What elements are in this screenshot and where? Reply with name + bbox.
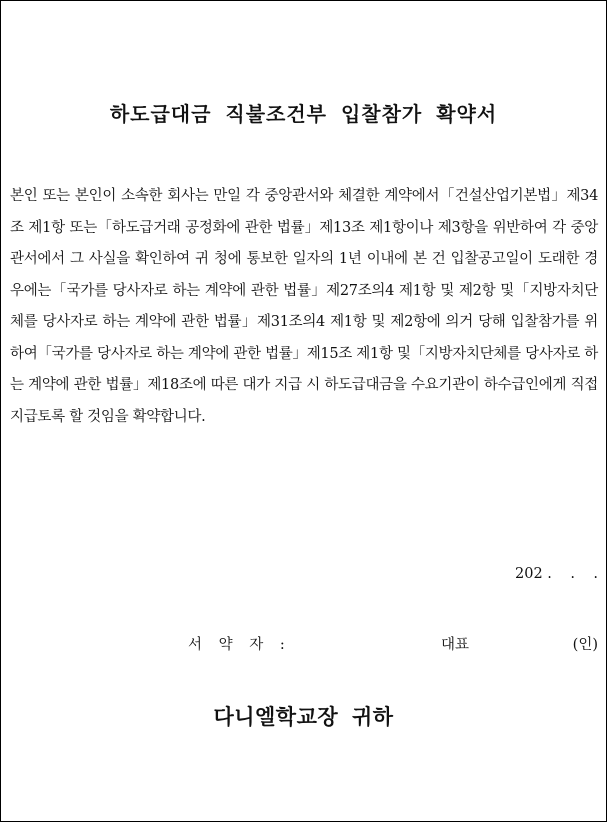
seal-mark: (인) (572, 637, 598, 653)
pledge-body-text: 본인 또는 본인이 소속한 회사는 만일 각 중앙관서와 체결한 계약에서「건설산업기본법」제34조 제1항 또는「하도급거래 공정화에 관한 법률」제13조 제1항이나 제3항을 위반하여 각 중앙관서에서 그 사실을 확인하여 귀 청에 통보한 일자의 1년 이내에 본 건 입찰공고일이 도래한 경우에는「국가를 당사자로 하는 계약에 관한 법률」제27조의4 제1항 및 제2항 및「지방자치단체를 당사자로 하는 계약에 관한 법률」제31조의4 제1항 및 제2항에 의거 당해 입찰참가를 위하여「국가를 당사자로 하는 계약에 관한 법률」제15조 제1항 및「지방자치단체를 당사자로 하는 계약에 관한 법률」제18조에 따른 대가 지급 시 하도급대금을 수요기관이 하수급인에게 직접 지급토록 할 것임을 확약합니다. (10, 188, 598, 425)
signer-label: 서 약 자 : (188, 637, 291, 653)
document-title: 하도급대금 직불조건부 입찰참가 확약서 (109, 102, 498, 126)
representative-label: 대표 (441, 637, 470, 653)
date-line: 202 . . . (515, 566, 598, 582)
signature-line (1, 633, 606, 657)
addressee: 다니엘학교장 귀하 (213, 704, 394, 729)
